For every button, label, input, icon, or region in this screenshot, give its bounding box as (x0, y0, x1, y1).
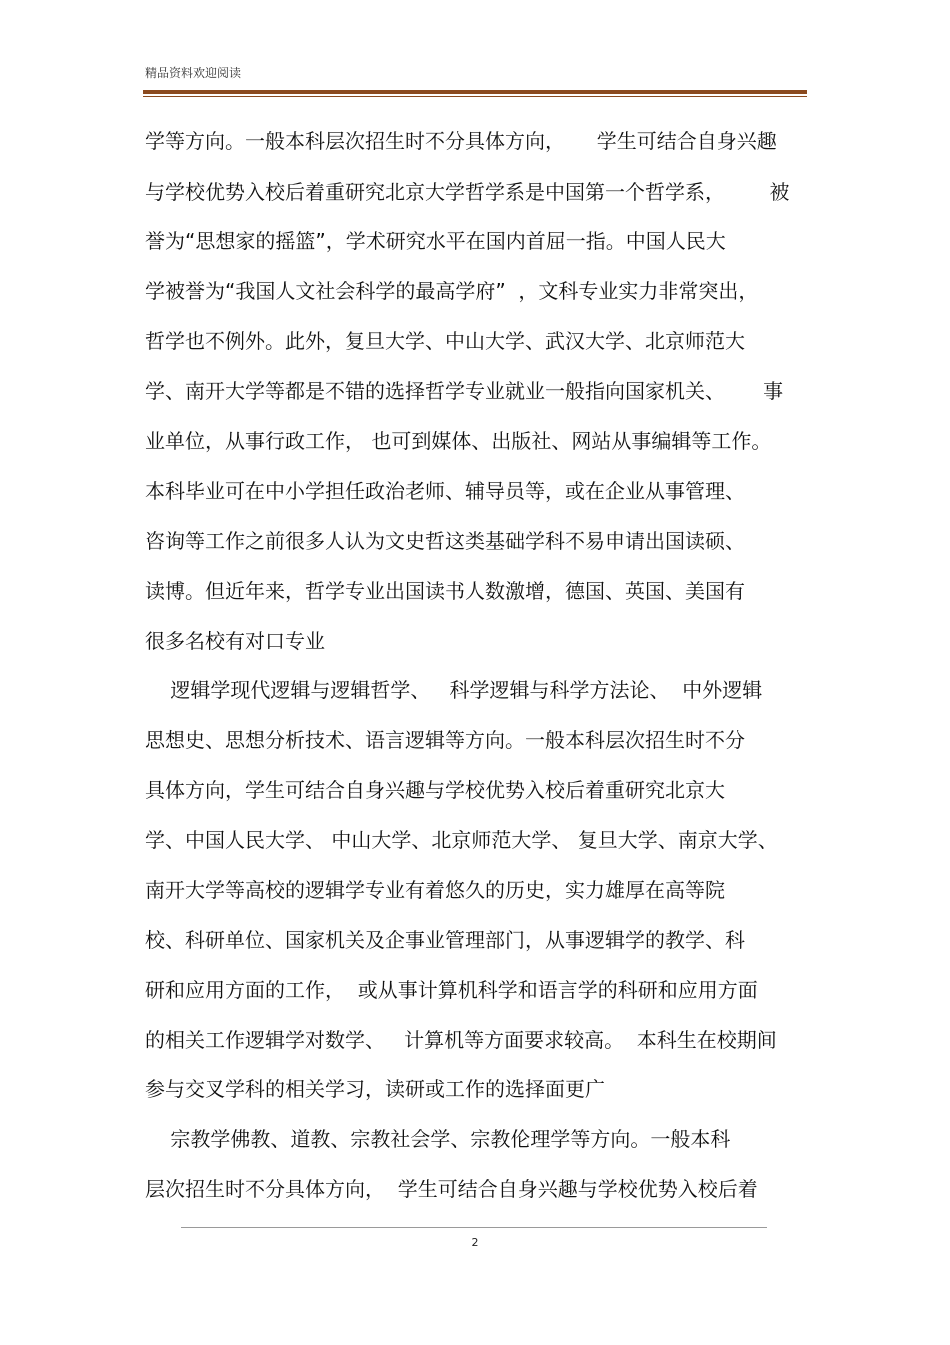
text-line: 具体方向，学生可结合自身兴趣与学校优势入校后着重研究北京大 (145, 778, 725, 802)
text-line: 层次招生时不分具体方向， 学生可结合自身兴趣与学校优势入校后着 (145, 1177, 758, 1201)
text-line: 的相关工作逻辑学对数学、 计算机等方面要求较高。 本科生在校期间 (145, 1028, 777, 1052)
page-number: 2 (471, 1236, 479, 1249)
text-line: 学、中国人民大学、 中山大学、北京师范大学、 复旦大学、南京大学、 (145, 828, 778, 852)
text-line: 业单位，从事行政工作， 也可到媒体、出版社、网站从事编辑等工作。 (145, 429, 772, 453)
text-line: 学、南开大学等都是不错的选择哲学专业就业一般指向国家机关、 事 (145, 379, 784, 403)
text-line: 校、科研单位、国家机关及企事业管理部门，从事逻辑学的教学、科 (145, 928, 745, 952)
header-divider-thick (143, 90, 807, 94)
text-line: 哲学也不例外。此外，复旦大学、中山大学、武汉大学、北京师范大 (145, 329, 745, 353)
text-line: 读博。但近年来，哲学专业出国读书人数激增，德国、英国、美国有 (145, 579, 745, 603)
text-line: 逻辑学现代逻辑与逻辑哲学、 科学逻辑与科学方法论、 中外逻辑 (145, 678, 763, 702)
text-line: 思想史、思想分析技术、语言逻辑等方向。一般本科层次招生时不分 (145, 728, 745, 752)
header-divider-thin (143, 96, 807, 97)
text-line: 参与交叉学科的相关学习，读研或工作的选择面更广 (145, 1077, 605, 1101)
text-line: 与学校优势入校后着重研究北京大学哲学系是中国第一个哲学系， 被 (145, 180, 790, 204)
text-line: 誉为“思想家的摇篮”，学术研究水平在国内首屈一指。中国人民大 (145, 229, 726, 253)
page-header-label: 精品资料欢迎阅读 (145, 66, 242, 80)
text-line: 咨询等工作之前很多人认为文史哲这类基础学科不易申请出国读硕、 (145, 529, 745, 553)
text-line: 宗教学佛教、道教、宗教社会学、宗教伦理学等方向。一般本科 (145, 1127, 731, 1151)
footer-divider (181, 1227, 767, 1228)
text-line: 研和应用方面的工作， 或从事计算机科学和语言学的科研和应用方面 (145, 978, 758, 1002)
text-line: 学等方向。一般本科层次招生时不分具体方向， 学生可结合自身兴趣 (145, 129, 777, 153)
text-line: 很多名校有对口专业 (145, 629, 325, 653)
text-line: 学被誉为“我国人文社会科学的最高学府” ，文科专业实力非常突出， (145, 279, 759, 303)
text-line: 南开大学等高校的逻辑学专业有着悠久的历史，实力雄厚在高等院 (145, 878, 725, 902)
text-line: 本科毕业可在中小学担任政治老师、辅导员等，或在企业从事管理、 (145, 479, 745, 503)
